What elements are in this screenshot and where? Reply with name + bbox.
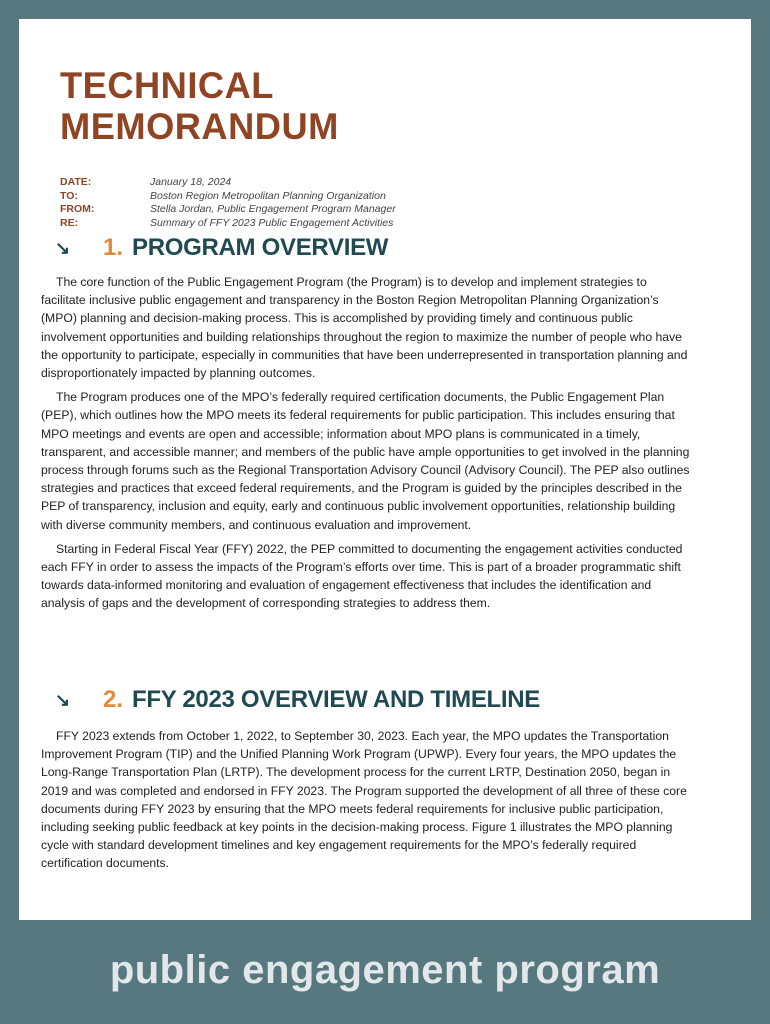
section-2-number: 2. xyxy=(103,686,124,713)
section-2-body xyxy=(41,727,691,879)
paragraph: FFY 2023 extends from October 1, 2022, to September 30, 2023. Each year, the MPO updates the Transportation Improvement Program (TIP) and the Unified Planning Work Program (UPWP). Every four years, the MPO updates the Long-Range Transportation Plan (LRTP). The development process for the current LRTP, Destination 2050, began in 2019 and was completed and endorsed in FFY 2023. The Program supported the development of all three of these core documents during FFY 2023 by ensuring that the MPO meets federal requirements for inclusive public participation, including seeking public feedback at key points in the decision-making process. Figure 1 illustrates the MPO planning cycle with standard development timelines and key engagement requirements for the MPO’s federally required certification documents. xyxy=(41,729,687,871)
section-1-body xyxy=(41,273,691,619)
memo-header-fields xyxy=(60,176,396,230)
from-value: Stella Jordan, Public Engagement Program Manager xyxy=(150,203,396,215)
to-label: TO: xyxy=(60,189,78,202)
to-row xyxy=(60,190,396,204)
re-value: Summary of FFY 2023 Public Engagement Activities xyxy=(150,216,394,229)
re-label: RE: xyxy=(60,216,79,229)
paragraph: The Program produces one of the MPO’s federally required certification documents, the Public Engagement Plan (PEP), which outlines how the MPO meets its federal requirements for public participation. This includes ensuring that MPO meetings and events are open and accessible; information about MPO plans is communicated in a timely, transparent, and accessible manner; and members of the public have ample opportunities to get involved in the planning process through forums such as the Regional Transportation Advisory Council (Advisory Council). The PEP also outlines strategies and practices that exceed federal requirements, and the Program is guided by the principles described in the PEP of transparency, inclusion and equity, early and continuous public involvement opportunities, relationship building with diverse community members, and continuous evaluation and improvement. xyxy=(41,390,690,532)
footer-band xyxy=(0,920,770,1024)
section-2-heading xyxy=(55,686,540,714)
paragraph: The core function of the Public Engagement Program (the Program) is to develop and implement strategies to facilitate inclusive public engagement and transparency in the Boston Region Metropolitan Planning Organization’s (MPO) planning and decision-making process. This is accomplished by providing timely and continuous public involvement opportunities and building relationships throughout the region to maximize the number of people who have the opportunity to participate, especially in communities that have been underrepresented in transportation planning and disproportionately impacted by planning outcomes. xyxy=(41,275,688,381)
arrow-down-right-icon: ↘ xyxy=(55,237,71,258)
title-line-1: TECHNICAL xyxy=(60,65,274,106)
section-1-heading xyxy=(55,234,388,262)
from-row xyxy=(60,203,396,217)
footer-program-name: public engagement program xyxy=(109,947,661,992)
section-1-number: 1. xyxy=(103,234,124,261)
from-label: FROM: xyxy=(60,203,95,215)
section-1-title: PROGRAM OVERVIEW xyxy=(132,234,389,261)
re-row xyxy=(60,217,396,231)
arrow-down-right-icon: ↘ xyxy=(55,689,71,710)
date-row xyxy=(60,176,396,190)
memo-title xyxy=(60,65,339,147)
date-label: DATE: xyxy=(60,176,92,188)
title-line-2: MEMORANDUM xyxy=(60,106,339,147)
to-value: Boston Region Metropolitan Planning Organization xyxy=(150,189,386,202)
paragraph: Starting in Federal Fiscal Year (FFY) 2022, the PEP committed to documenting the engagement activities conducted each FFY in order to assess the impacts of the Program’s efforts over time. This is part of a broader programmatic shift towards data-informed monitoring and evaluation of engagement effectiveness that includes the identification and analysis of gaps and the development of corresponding strategies to address them. xyxy=(41,541,683,611)
section-2-title: FFY 2023 OVERVIEW AND TIMELINE xyxy=(132,686,540,713)
date-value: January 18, 2024 xyxy=(150,176,232,188)
